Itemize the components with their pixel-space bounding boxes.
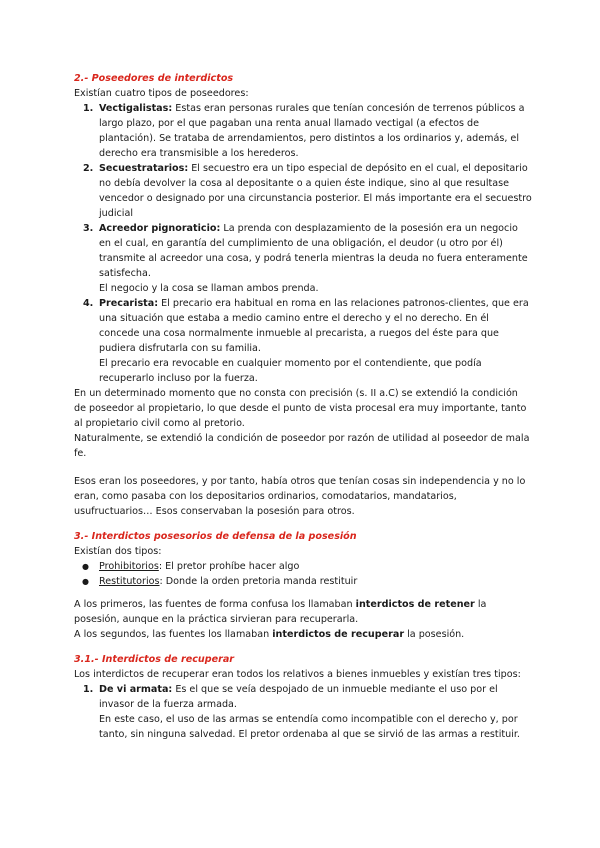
paragraph — [74, 627, 532, 642]
list-item — [83, 101, 532, 161]
text-run: A los segundos, las fuentes los llamaban — [74, 629, 273, 640]
bullet-item — [99, 574, 532, 589]
paragraph: En un determinado momento que no consta con precisión (s. II a.C) se extendió la condición de poseedor al propietario, lo que desde el punto de vista procesal era muy importante, tanto al propietario civil como al pretorio. — [74, 388, 527, 429]
bullet-term: Prohibitorios — [99, 561, 159, 572]
list-item — [83, 682, 532, 742]
item-text: Estas eran personas rurales que tenían concesión de terrenos públicos a largo plazo, por el que pagaban una renta anual llamado vectigal (a efectos de plantación). Se trataba de arrendamientos, pero distintos a los ordinarios y, además, el derecho era transmisible a los herederos. — [99, 103, 525, 159]
text-run: A los primeros, las fuentes de forma confusa los llamaban — [74, 599, 356, 610]
item-extra: En este caso, el uso de las armas se entendía como incompatible con el derecho y, por tanto, sin ninguna salvedad. El pretor ordenaba al que se sirvió de las armas a restituir. — [99, 714, 520, 740]
paragraph: Esos eran los poseedores, y por tanto, había otros que tenían cosas sin independencia y no lo eran, como pasaba con los depositarios ordinarios, comodatarios, mandatarios, usufructuarios… Esos conservaban la posesión para otros. — [74, 476, 526, 517]
item-text: El secuestro era un tipo especial de depósito en el cual, el depositario no debía devolver la cosa al depositante o a quien éste indique, sino al que resultase vencedor o designado por una circunstancia posterior. El más importante era el secuestro judicial — [99, 163, 532, 219]
bullet-text: : Donde la orden pretoria manda restituir — [159, 576, 358, 587]
list-item — [83, 221, 532, 296]
item-term: Vectigalistas: — [99, 103, 173, 114]
bullet-term: Restitutorios — [99, 576, 160, 587]
list-item — [83, 296, 532, 386]
item-term: Precarista: — [99, 298, 159, 309]
text-run: la posesión, aunque en la práctica sirvieran para recuperarla. — [74, 599, 487, 625]
item-text: La prenda con desplazamiento de la posesión era un negocio en el cual, en garantía del cumplimiento de una obligación, el deudor (u otro por él) transmite al acreedor una cosa, y podrá tenerla mientras la deuda no fuera enteramente satisfecha. — [99, 223, 528, 279]
item-text: Es el que se veía despojado de un inmueble mediante el uso por el invasor de la fuerza armada. — [99, 684, 498, 710]
section-3-intro: Existían dos tipos: — [74, 546, 162, 557]
list-number: 4. — [83, 298, 94, 309]
bullet-text: : El pretor prohíbe hacer algo — [158, 561, 300, 572]
section-3-heading: 3.- Interdictos posesorios de defensa de la posesión — [74, 531, 357, 542]
paragraph: Naturalmente, se extendió la condición de poseedor por razón de utilidad al poseedor de mala fe. — [74, 433, 530, 459]
item-term: Acreedor pignoraticio: — [99, 223, 221, 234]
item-extra: El negocio y la cosa se llaman ambos prenda. — [99, 283, 319, 294]
paragraph — [74, 597, 532, 627]
section-2-intro: Existían cuatro tipos de poseedores: — [74, 88, 249, 99]
section-3-1-heading: 3.1.- Interdictos de recuperar — [74, 654, 235, 665]
item-term: Secuestratarios: — [99, 163, 189, 174]
bullet-item — [99, 559, 532, 574]
section-2-heading: 2.- Poseedores de interdictos — [74, 73, 234, 84]
bold-term: interdictos de retener — [355, 599, 475, 610]
section-3-1-intro: Los interdictos de recuperar eran todos los relativos a bienes inmuebles y existían tres tipos: — [74, 669, 521, 680]
list-item — [83, 161, 532, 221]
recover-interdicts-list — [74, 682, 532, 742]
bold-term: interdictos de recuperar — [272, 629, 405, 640]
list-number: 2. — [83, 163, 94, 174]
list-number: 3. — [83, 223, 94, 234]
item-text: El precario era habitual en roma en las relaciones patronos-clientes, que era una situación que estaba a medio camino entre el derecho y el no derecho. En él concede una cosa normalmente inmueble al precarista, a ruegos del éste para que pudiera disfrutarla con su familia. — [99, 298, 529, 354]
list-number: 1. — [83, 684, 94, 695]
possessor-types-list — [74, 101, 532, 386]
item-term: De vi armata: — [99, 684, 173, 695]
list-number: 1. — [83, 103, 94, 114]
item-extra: El precario era revocable en cualquier momento por el contendiente, que podía recuperarlo incluso por la fuerza. — [99, 358, 482, 384]
text-run: la posesión. — [404, 629, 465, 640]
interdict-kinds-list — [74, 559, 532, 589]
